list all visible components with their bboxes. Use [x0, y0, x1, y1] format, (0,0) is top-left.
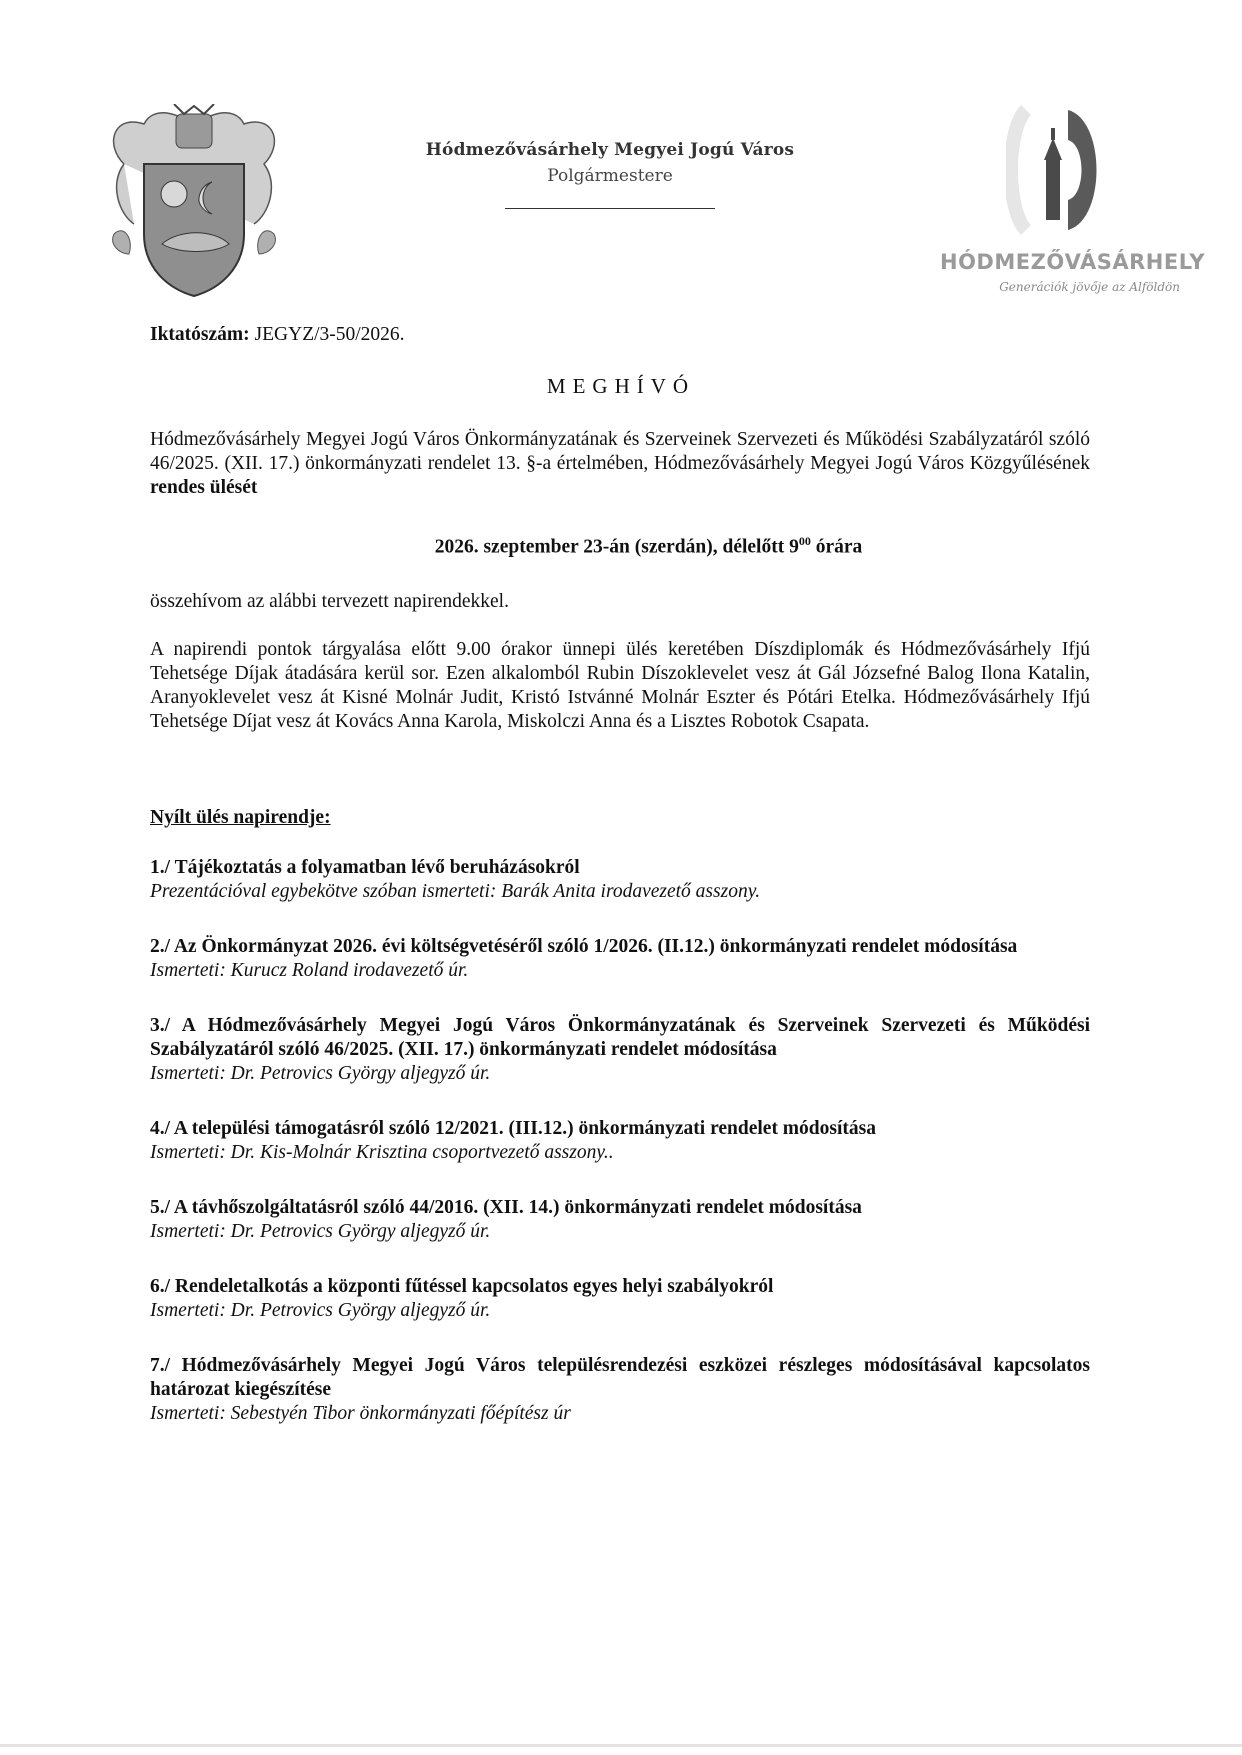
intro-paragraph — [150, 428, 1090, 500]
scan-edge-line — [0, 1744, 1242, 1747]
city-logo-tagline: Generációk jövője az Alföldön — [999, 280, 1180, 294]
open-session-header: Nyílt ülés napirendje: — [150, 807, 331, 828]
agenda-item — [150, 1354, 1090, 1426]
agenda-item — [150, 856, 1090, 904]
agenda-item-presenter: Ismerteti: Dr. Kis-Molnár Krisztina csoportvezető asszony.. — [150, 1142, 614, 1163]
document-title: MEGHÍVÓ — [546, 374, 696, 398]
city-logo — [940, 100, 1206, 300]
agenda-item-presenter: Ismerteti: Dr. Petrovics György aljegyző úr. — [150, 1063, 491, 1084]
meeting-date-sup: 00 — [798, 534, 811, 548]
reference-label: Iktatószám: — [150, 324, 250, 345]
reference-number — [150, 323, 1090, 347]
city-logo-mark-icon — [1006, 100, 1106, 240]
agenda-item — [150, 1117, 1090, 1165]
agenda-item-title: 1./ Tájékoztatás a folyamatban lévő beruházásokról — [150, 857, 580, 878]
city-logo-wordmark: HÓDMEZŐVÁSÁRHELY — [940, 250, 1206, 274]
agenda-list — [150, 856, 1090, 1457]
agenda-item-title: 6./ Rendeletalkotás a központi fűtéssel kapcsolatos egyes helyi szabályokról — [150, 1276, 774, 1297]
agenda-item — [150, 935, 1090, 983]
issuer-divider — [505, 208, 715, 209]
meeting-date-suffix: órára — [810, 536, 863, 558]
agenda-item-presenter: Ismerteti: Kurucz Roland irodavezető úr. — [150, 960, 469, 981]
issuer-name: Hódmezővásárhely Megyei Jogú Város — [425, 140, 795, 160]
convene-sentence: összehívom az alábbi tervezett napirendekkel. — [150, 591, 509, 612]
agenda-item — [150, 1014, 1090, 1086]
issuer-block — [360, 140, 860, 209]
agenda-item-title: 4./ A települési támogatásról szóló 12/2021. (III.12.) önkormányzati rendelet módosítása — [150, 1118, 876, 1139]
issuer-role: Polgármestere — [547, 166, 673, 186]
agenda-item-title: 7./ Hódmezővásárhely Megyei Jogú Város településrendezési eszközei részleges módosításával kapcsolatos határozat kiegészítése — [150, 1355, 1090, 1400]
agenda-item-presenter: Ismerteti: Sebestyén Tibor önkormányzati főépítész úr — [150, 1403, 571, 1424]
ceremony-paragraph: A napirendi pontok tárgyalása előtt 9.00 órakor ünnepi ülés keretében Díszdiplomák és Hódmezővásárhely Ifjú Tehetsége Díjak átadására kerül sor. Ezen alkalomból Rubin Díszoklevelet vesz át Gál Józsefné Balog Ilona Katalin, Aranyoklevelet vesz át Kisné Molnár Judit, Kristó Istvánné Molnár Eszter és Pótári Etelka. Hódmezővásárhely Ifjú Tehetsége Díjat vesz át Kovács Anna Karola, Miskolczi Anna és a Lisztes Robotok Csapata. — [150, 639, 1090, 732]
meeting-date — [0, 534, 1242, 559]
agenda-item — [150, 1196, 1090, 1244]
reference-value: JEGYZ/3-50/2026. — [254, 324, 405, 345]
agenda-item-title: 5./ A távhőszolgáltatásról szóló 44/2016. (XII. 14.) önkormányzati rendelet módosítása — [150, 1197, 862, 1218]
intro-bold: rendes ülését — [150, 477, 258, 498]
meeting-date-text: 2026. szeptember 23-án (szerdán), délelőtt 9 — [434, 536, 799, 558]
coat-of-arms-icon — [104, 104, 284, 300]
agenda-item-title: 3./ A Hódmezővásárhely Megyei Jogú Város Önkormányzatának és Szerveinek Szervezeti és Működési Szabályzatáról szóló 46/2025. (XII. 17.) önkormányzati rendelet módosítása — [150, 1015, 1090, 1060]
agenda-item-presenter: Ismerteti: Dr. Petrovics György aljegyző úr. — [150, 1300, 491, 1321]
agenda-item-presenter: Ismerteti: Dr. Petrovics György aljegyző úr. — [150, 1221, 491, 1242]
agenda-item — [150, 1275, 1090, 1323]
intro-text: Hódmezővásárhely Megyei Jogú Város Önkormányzatának és Szerveinek Szervezeti és Működési Szabályzatáról szóló 46/2025. (XII. 17.) önkormányzati rendelet 13. §-a értelmében, Hódmezővásárhely Megyei Jogú Város Közgyűlésének — [150, 429, 1090, 474]
agenda-item-presenter: Prezentációval egybekötve szóban ismerteti: Barák Anita irodavezető asszony. — [150, 881, 761, 902]
agenda-item-title: 2./ Az Önkormányzat 2026. évi költségvetéséről szóló 1/2026. (II.12.) önkormányzati rendelet módosítása — [150, 936, 1018, 957]
